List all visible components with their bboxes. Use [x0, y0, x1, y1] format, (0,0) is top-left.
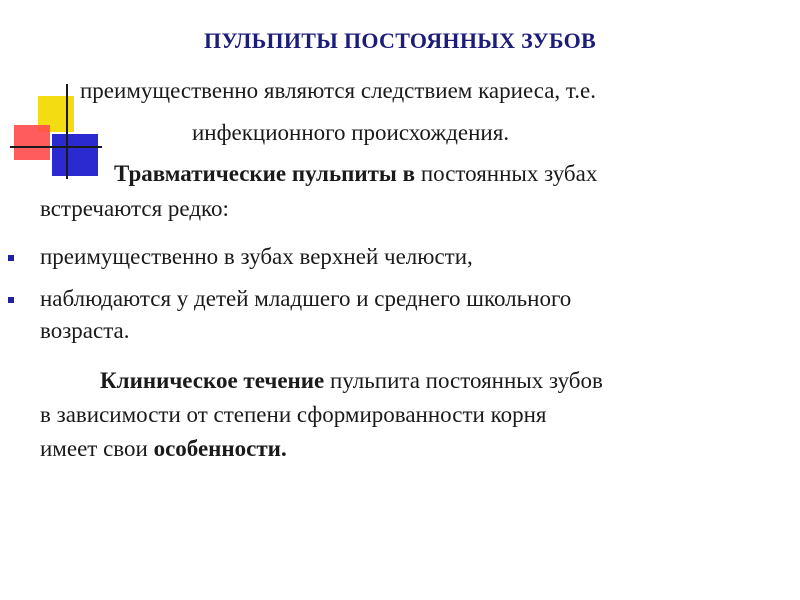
- traumatic-line: [114, 157, 597, 190]
- bullet-item-2-line-1: наблюдаются у детей младшего и среднего школьного: [40, 286, 572, 311]
- logo-vertical-line: [66, 84, 68, 179]
- bullet-item-2-line-2: возраста.: [40, 318, 130, 343]
- traumatic-rest-text: постоянных зубах: [415, 161, 598, 186]
- clinical-rest-text: пульпита постоянных зубов: [324, 368, 603, 393]
- clinical-line-1: [100, 364, 603, 397]
- clinical-line-3-start: имеет свои: [40, 436, 154, 461]
- intro-line-1: преимущественно являются следствием кариеса, т.е.: [80, 78, 596, 103]
- clinical-line-3: [40, 432, 287, 465]
- bullet-item-1: преимущественно в зубах верхней челюсти,: [40, 244, 473, 269]
- logo-red-square: [14, 125, 50, 160]
- clinical-bold-text: Клиническое течение: [100, 368, 325, 393]
- clinical-line-2: в зависимости от степени сформированности корня: [40, 402, 547, 427]
- clinical-line-3-bold: особенности.: [153, 436, 287, 461]
- traumatic-bold-text: Травматические пульпиты в: [114, 161, 416, 186]
- slide-title: ПУЛЬПИТЫ ПОСТОЯННЫХ ЗУБОВ: [203, 28, 597, 53]
- logo-blue-square: [52, 134, 98, 176]
- logo-horizontal-line: [10, 146, 102, 148]
- intro-line-2: инфекционного происхождения.: [192, 120, 510, 145]
- bullet-marker: [8, 297, 14, 303]
- traumatic-line-2: встречаются редко:: [40, 196, 229, 221]
- bullet-marker: [8, 255, 14, 261]
